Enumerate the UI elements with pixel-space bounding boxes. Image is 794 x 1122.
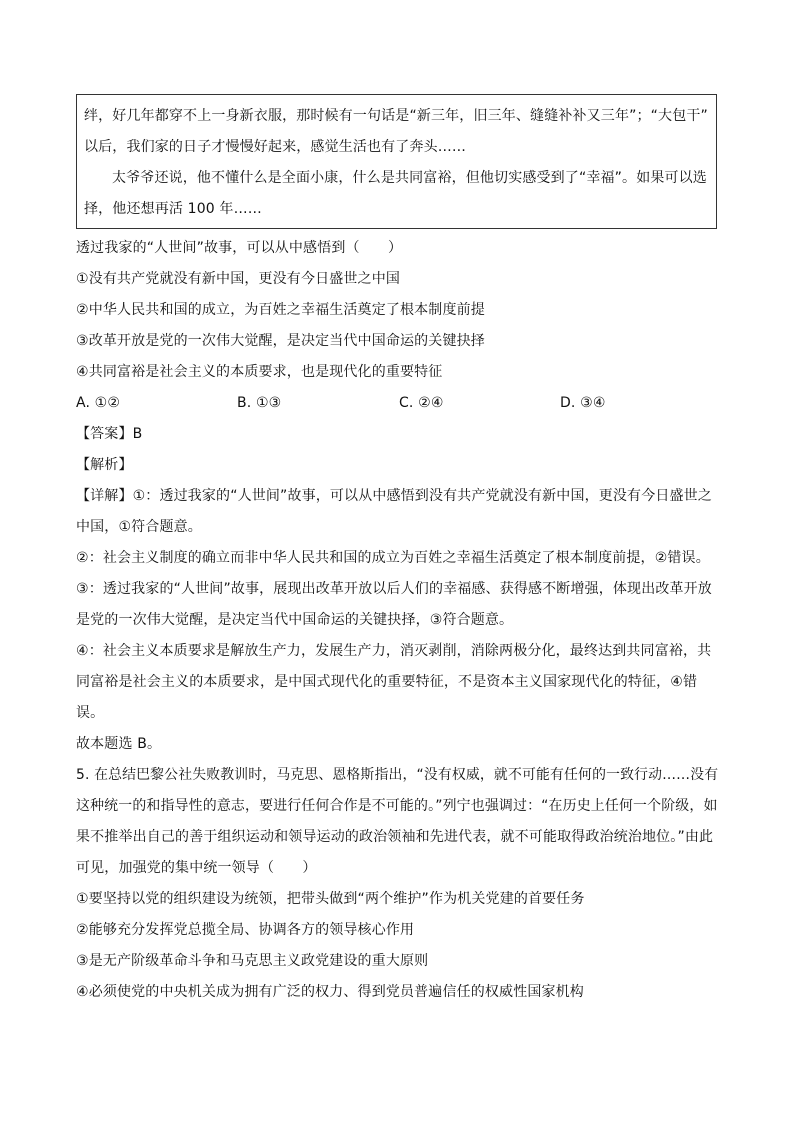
detail-line: 误。 bbox=[76, 705, 105, 721]
q5-statement-1: ①要坚持以党的组织建设为统领，把带头做到“两个维护”作为机关党建的首要任务 bbox=[76, 891, 585, 907]
passage-line: 择，他还想再活 100 年…… bbox=[84, 201, 262, 217]
statement-3: ③改革开放是党的一次伟大觉醒，是决定当代中国命运的关键抉择 bbox=[76, 333, 485, 349]
statement-2: ②中华人民共和国的成立，为百姓之幸福生活奠定了根本制度前提 bbox=[76, 302, 485, 318]
q5-stem-line: 可见，加强党的集中统一领导（ ） bbox=[76, 860, 317, 876]
option-d: D. ③④ bbox=[560, 395, 606, 411]
passage-line: 以后，我们家的日子才慢慢好起来，感觉生活也有了奔头…… bbox=[84, 139, 467, 155]
passage-line: 绊，好几年都穿不上一身新衣服，那时候有一句话是“新三年，旧三年、缝缝补补又三年”；“大包干” bbox=[84, 108, 708, 124]
q5-statement-4: ④必须使党的中央机关成为拥有广泛的权力、得到党员普遍信任的权威性国家机构 bbox=[76, 984, 584, 1000]
detail-line: 是党的一次伟大觉醒，是决定当代中国命运的关键抉择，③符合题意。 bbox=[76, 612, 514, 628]
analysis-heading: 【解析】 bbox=[76, 457, 133, 473]
option-a: A. ①② bbox=[76, 395, 121, 411]
q5-statement-3: ③是无产阶级革命斗争和马克思主义政党建设的重大原则 bbox=[76, 953, 429, 969]
conclusion: 故本题选 B。 bbox=[76, 736, 162, 752]
statement-1: ①没有共产党就没有新中国，更没有今日盛世之中国 bbox=[76, 271, 400, 287]
q5-stem-line: 这种统一的和指导性的意志，要进行任何合作是不可能的。”列宁也强调过：“在历史上任何一个阶级，如 bbox=[76, 798, 718, 814]
question-stem: 透过我家的“人世间”故事，可以从中感悟到（ ） bbox=[76, 240, 403, 256]
q5-stem-line: 果不推举出自己的善于组织运动和领导运动的政治领袖和先进代表，就不可能取得政治统治地位。”由此 bbox=[76, 829, 714, 845]
q5-statement-2: ②能够充分发挥党总揽全局、协调各方的领导核心作用 bbox=[76, 922, 415, 938]
detail-line: 【详解】①：透过我家的“人世间”故事，可以从中感悟到没有共产党就没有新中国，更没有今日盛世之 bbox=[76, 488, 712, 504]
detail-line: 中国，①符合题意。 bbox=[76, 519, 202, 535]
option-b: B. ①③ bbox=[237, 395, 282, 411]
statement-4: ④共同富裕是社会主义的本质要求，也是现代化的重要特征 bbox=[76, 364, 443, 380]
option-c: C. ②④ bbox=[399, 395, 444, 411]
q5-stem-line: 5. 在总结巴黎公社失败教训时，马克思、恩格斯指出，“没有权威，就不可能有任何的一致行动……没有 bbox=[76, 767, 719, 783]
answer-label: 【答案】B bbox=[76, 426, 143, 442]
detail-line: ③：透过我家的“人世间”故事，展现出改革开放以后人们的幸福感、获得感不断增强，体现出改革开放 bbox=[76, 581, 712, 597]
passage-line: 太爷爷还说，他不懂什么是全面小康，什么是共同富裕，但他切实感受到了“幸福”。如果可以选 bbox=[112, 170, 707, 186]
detail-line: ④：社会主义本质要求是解放生产力，发展生产力，消灭剥削，消除两极分化，最终达到共同富裕，共 bbox=[76, 643, 712, 659]
detail-line: 同富裕是社会主义的本质要求，是中国式现代化的重要特征，不是资本主义国家现代化的特征，④错 bbox=[76, 674, 698, 690]
detail-line: ②：社会主义制度的确立而非中华人民共和国的成立为百姓之幸福生活奠定了根本制度前提，②错误。 bbox=[76, 550, 710, 566]
